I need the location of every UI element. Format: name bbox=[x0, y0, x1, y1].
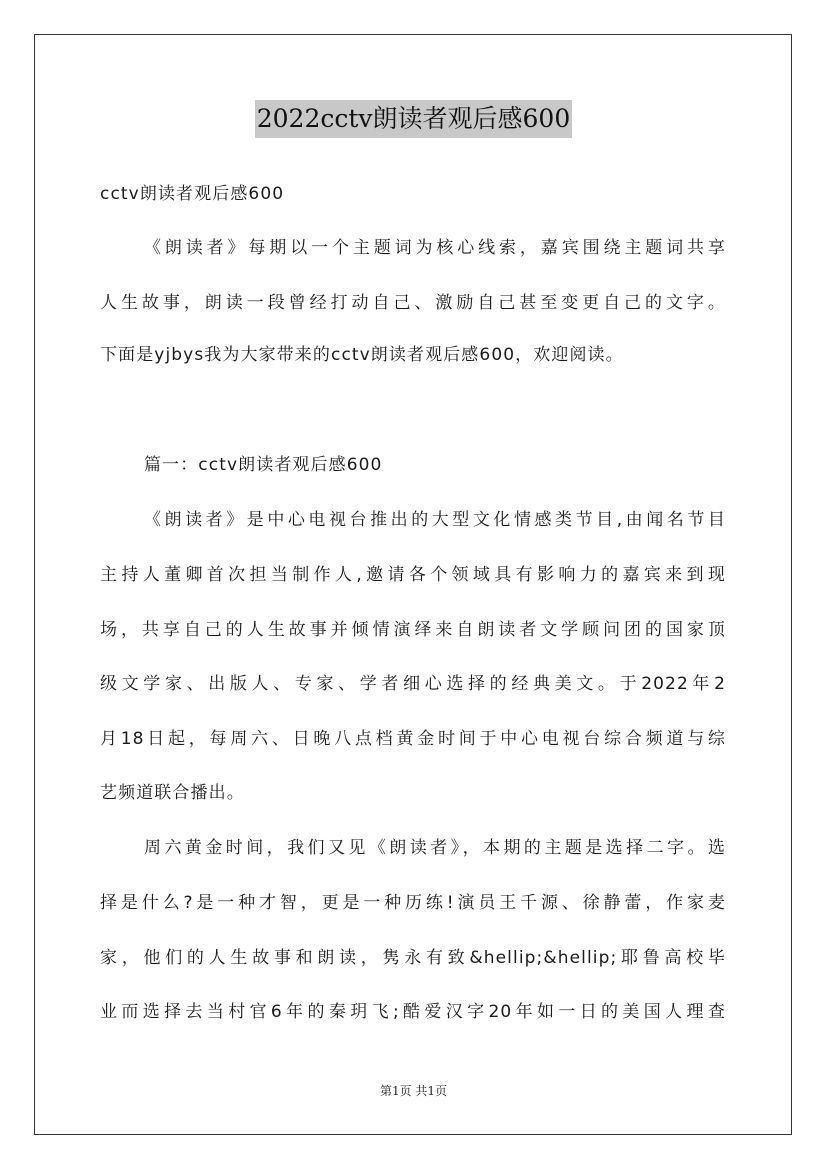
section-heading: 篇一：cctv朗读者观后感600 bbox=[144, 455, 383, 475]
paragraph2-line-3: 家，他们的人生故事和朗读，隽永有致&hellip;&hellip;耶鲁高校毕 bbox=[100, 948, 726, 968]
paragraph2-line-2: 择是什么?是一种才智，更是一种历练!演员王千源、徐静蕾，作家麦 bbox=[100, 893, 726, 913]
paragraph2-line-1: 周六黄金时间，我们又见《朗读者》，本期的主题是选择二字。选 bbox=[144, 838, 726, 858]
paragraph1-line-5: 月18日起，每周六、日晚八点档黄金时间于中心电视台综合频道与综 bbox=[100, 729, 726, 749]
paragraph1-line-1: 《朗读者》是中心电视台推出的大型文化情感类节目,由闻名节目 bbox=[144, 510, 726, 530]
paragraph1-line-6: 艺频道联合播出。 bbox=[100, 783, 245, 803]
paragraph2-line-4: 业而选择去当村官6年的秦玥飞;酷爱汉字20年如一日的美国人理查 bbox=[100, 1002, 726, 1022]
intro-line-1: 《朗读者》每期以一个主题词为核心线索，嘉宾围绕主题词共享 bbox=[144, 238, 726, 258]
title-container bbox=[0, 100, 827, 138]
paragraph1-line-3: 场，共享自己的人生故事并倾情演绎来自朗读者文学顾问团的国家顶 bbox=[100, 620, 726, 640]
intro-line-2: 人生故事，朗读一段曾经打动自己、激励自己甚至变更自己的文字。 bbox=[100, 293, 726, 313]
page-number-footer: 第1页 共1页 bbox=[379, 1084, 448, 1098]
paragraph1-line-2: 主持人董卿首次担当制作人,邀请各个领域具有影响力的嘉宾来到现 bbox=[100, 565, 726, 585]
paragraph1-line-4: 级文学家、出版人、专家、学者细心选择的经典美文。于2022年2 bbox=[100, 674, 726, 694]
intro-line-3: 下面是yjbys我为大家带来的cctv朗读者观后感600，欢迎阅读。 bbox=[100, 345, 624, 365]
document-subtitle: cctv朗读者观后感600 bbox=[100, 184, 285, 204]
document-title: 2022cctv朗读者观后感600 bbox=[255, 100, 573, 138]
